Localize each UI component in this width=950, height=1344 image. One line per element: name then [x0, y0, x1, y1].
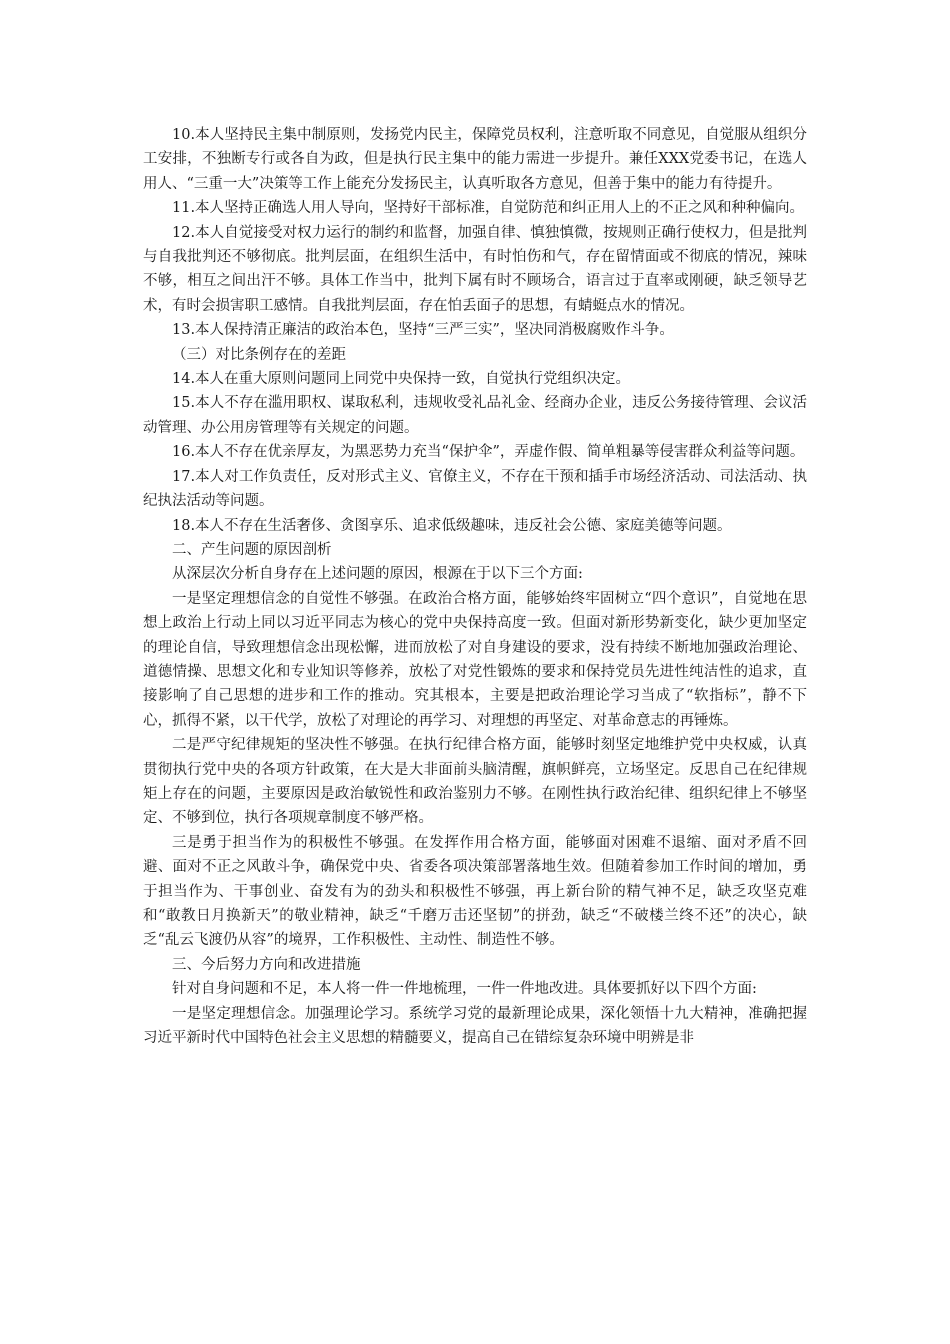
paragraph-measure-1: 一是坚定理想信念。加强理论学习。系统学习党的最新理论成果，深化领悟十九大精神，准确把握习近平新时代中国特色社会主义思想的精髓要义，提高自己在错综复杂环境中明辨是非 [143, 1005, 807, 1047]
paragraph-cause-2: 二是严守纪律规矩的坚决性不够强。在执行纪律合格方面，能够时刻坚定地维护党中央权威，认真贯彻执行党中央的各项方针政策，在大是大非面前头脑清醒，旗帜鲜亮，立场坚定。反思自己在纪律规矩上存在的问题，主要原因是政治敏锐性和政治鉴别力不够。在刚性执行政治纪律、组织纪律上不够坚定、不够到位，执行各项规章制度不够严格。 [143, 737, 807, 827]
paragraph-12: 12.本人自觉接受对权力运行的制约和监督，加强自律、慎独慎微，按规则正确行使权力，但是批判与自我批判还不够彻底。批判层面，在组织生活中，有时怕伤和气，存在留情面或不彻底的情况，辣味不够，相互之间出汗不够。具体工作当中，批判下属有时不顾场合，语言过于直率或刚硬，缺乏领导艺术，有时会损害职工感情。自我批判层面，存在怕丢面子的思想，有蜻蜓点水的情况。 [143, 224, 807, 314]
paragraph-16: 16.本人不存在优亲厚友，为黑恶势力充当“保护伞”，弄虚作假、简单粗暴等侵害群众利益等问题。 [172, 444, 805, 461]
paragraph-14: 14.本人在重大原则问题同上同党中央保持一致，自觉执行党组织决定。 [172, 371, 631, 388]
paragraph-17: 17.本人对工作负责任，反对形式主义、官僚主义，不存在干预和插手市场经济活动、司法活动、执纪执法活动等问题。 [143, 468, 807, 510]
paragraph-13: 13.本人保持清正廉洁的政治本色，坚持“三严三实”，坚决同消极腐败作斗争。 [172, 322, 674, 339]
paragraph-10: 10.本人坚持民主集中制原则，发扬党内民主，保障党员权利，注意听取不同意见，自觉服从组织分工安排，不独断专行或各自为政，但是执行民主集中的能力需进一步提升。兼任XXX党委书记，在选人用人、“三重一大”决策等工作上能充分发扬民主，认真听取各方意见，但善于集中的能力有待提升。 [143, 127, 807, 192]
section-heading-causes: 二、产生问题的原因剖析 [172, 541, 332, 558]
paragraph-11: 11.本人坚持正确选人用人导向，坚持好干部标准，自觉防范和纠正用人上的不正之风和种种偏向。 [172, 200, 805, 217]
paragraph-15: 15.本人不存在滥用职权、谋取私利，违规收受礼品礼金、经商办企业，违反公务接待管理、会议活动管理、办公用房管理等有关规定的问题。 [143, 395, 807, 436]
paragraph-measures-intro: 针对自身问题和不足，本人将一件一件地梳理，一件一件地改进。具体要抓好以下四个方面: [172, 981, 757, 998]
paragraph-18: 18.本人不存在生活奢侈、贪图享乐、追求低级趣味，违反社会公德、家庭美德等问题。 [172, 517, 732, 534]
paragraph-cause-3: 三是勇于担当作为的积极性不够强。在发挥作用合格方面，能够面对困难不退缩、面对矛盾不回避、面对不正之风敢斗争，确保党中央、省委各项决策部署落地生效。但随着参加工作时间的增加，勇于担当作为、干事创业、奋发有为的劲头和积极性不够强，再上新台阶的精气神不足，缺乏攻坚克难和“敢教日月换新天”的敬业精神，缺乏“千磨万击还坚韧”的拼劲，缺乏“不破楼兰终不还”的决心，缺乏“乱云飞渡仍从容”的境界，工作积极性、主动性、制造性不够。 [143, 834, 807, 949]
section-heading-3: （三）对比条例存在的差距 [172, 346, 346, 363]
paragraph-cause-1: 一是坚定理想信念的自觉性不够强。在政治合格方面，能够始终牢固树立“四个意识”，自觉地在思想上政治上行动上同以习近平同志为核心的党中央保持高度一致。但面对新形势新变化，缺少更加坚定的理论自信，导致理想信念出现松懈，进而放松了对自身建设的要求，没有持续不断地加强政治理论、道德情操、思想文化和专业知识等修养，放松了对党性锻炼的要求和保持党员先进性纯洁性的追求，直接影响了自己思想的进步和工作的推动。究其根本，主要是把政治理论学习当成了“软指标”，静不下心，抓得不紧，以干代学，放松了对理论的再学习、对理想的再坚定、对革命意志的再锤炼。 [143, 590, 807, 729]
section-heading-measures: 三、今后努力方向和改进措施 [172, 956, 361, 973]
paragraph-causes-intro: 从深层次分析自身存在上述问题的原因，根源在于以下三个方面: [172, 566, 583, 583]
document-body [143, 123, 807, 1050]
